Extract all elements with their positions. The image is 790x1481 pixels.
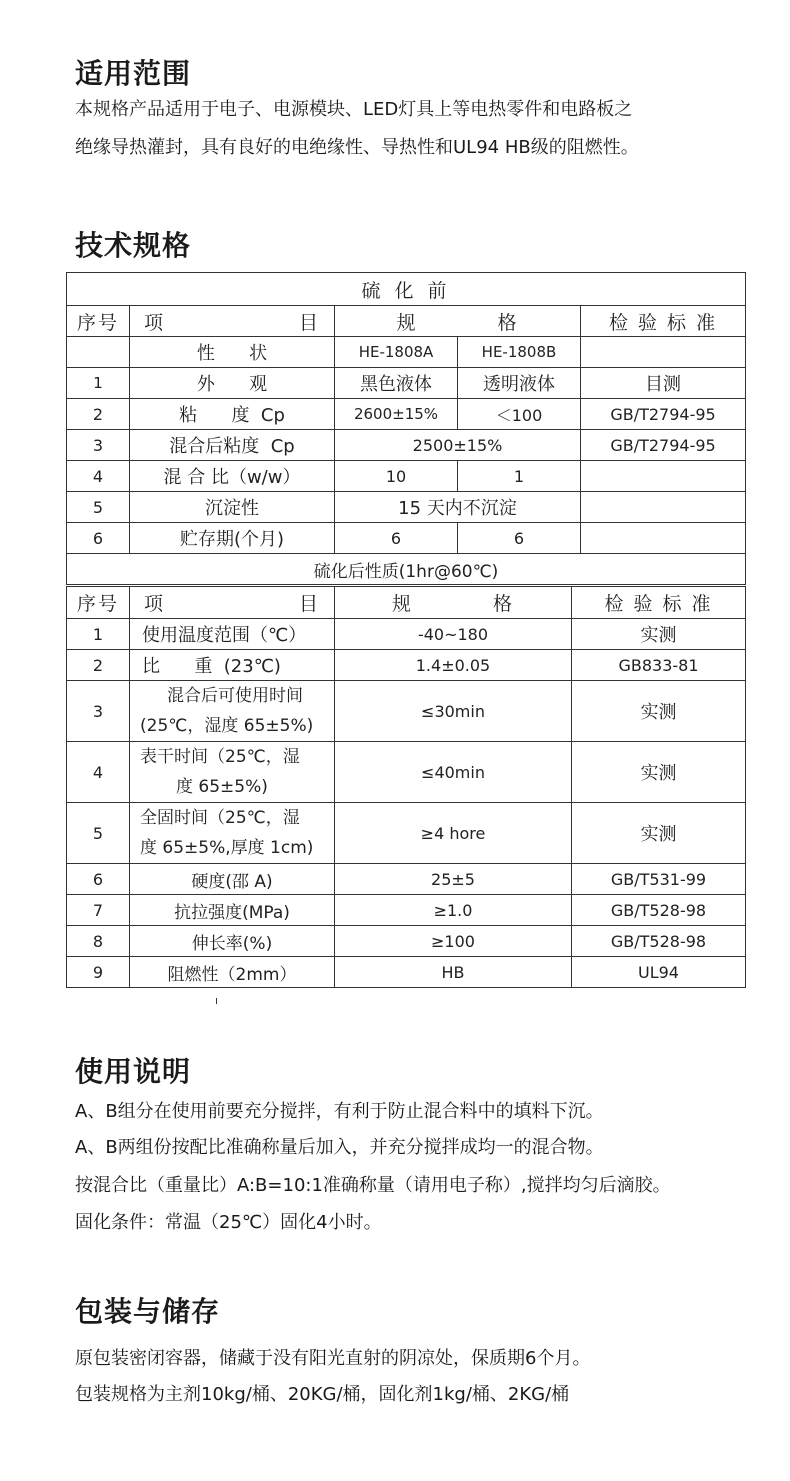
scope-title: 适用范围: [75, 57, 192, 90]
usage-line-3: 按混合比（重量比）A:B=10:1准确称量（请用电子称）,搅拌均匀后滴胶。: [75, 1175, 671, 1196]
scope-line-1: 本规格产品适用于电子、电源模块、LED灯具上等电热零件和电路板之: [75, 99, 633, 120]
storage-line-1: 原包装密闭容器，储藏于没有阳光直射的阴凉处，保质期6个月。: [75, 1348, 591, 1369]
table-row: 7 抗拉强度(MPa) ≥1.0 GB/T528-98: [67, 895, 746, 926]
spec-title: 技术规格: [75, 229, 192, 262]
usage-title: 使用说明: [75, 1055, 192, 1088]
table-row: 性 状 HE-1808A HE-1808B: [67, 337, 746, 368]
table-row: 5 沉淀性 15 天内不沉淀: [67, 492, 746, 523]
col-std-header: 检 验 标 准: [581, 306, 746, 337]
usage-line-4: 固化条件：常温（25℃）固化4小时。: [75, 1212, 382, 1233]
table-row: 1 外 观 黑色液体 透明液体 目测: [67, 368, 746, 399]
storage-line-2: 包装规格为主剂10kg/桶、20KG/桶，固化剂1kg/桶、2KG/桶: [75, 1384, 570, 1405]
table-row: 6 硬度(邵 A) 25±5 GB/T531-99: [67, 864, 746, 895]
table-row: 2 粘 度 Cp 2600±15% ＜100 GB/T2794-95: [67, 399, 746, 430]
table-row: 9 阻燃性（2mm） HB UL94: [67, 957, 746, 988]
after-title: 硫化后性质(1hr@60℃): [67, 554, 746, 585]
usage-line-1: A、B组分在使用前要充分搅拌，有利于防止混合料中的填料下沉。: [75, 1101, 604, 1122]
col-item-header: 项 目: [130, 306, 335, 337]
col-spec-header-2: 规 格: [335, 587, 572, 619]
usage-line-2: A、B两组份按配比准确称量后加入，并充分搅拌成均一的混合物。: [75, 1137, 604, 1158]
col-spec-header: 规 格: [335, 306, 581, 337]
table-row: 3 混合后可使用时间 (25℃，湿度 65±5%) ≤30min 实测: [67, 681, 746, 742]
storage-title: 包装与储存: [75, 1295, 221, 1328]
divider-tick: [216, 998, 217, 1004]
table-row: 6 贮存期(个月) 6 6: [67, 523, 746, 554]
table-row: 3 混合后粘度 Cp 2500±15% GB/T2794-95: [67, 430, 746, 461]
before-title: 硫 化 前: [67, 273, 746, 306]
col-no-header: 序号: [67, 306, 130, 337]
table-row: 2 比 重 (23℃) 1.4±0.05 GB833-81: [67, 650, 746, 681]
table-row: 4 表干时间（25℃，湿 度 65±5%) ≤40min 实测: [67, 742, 746, 803]
col-no-header-2: 序号: [67, 587, 130, 619]
table-row: 5 全固时间（25℃，湿 度 65±5%,厚度 1cm) ≥4 hore 实测: [67, 803, 746, 864]
col-item-header-2: 项 目: [130, 587, 335, 619]
col-std-header-2: 检 验 标 准: [572, 587, 746, 619]
table-row: 1 使用温度范围（℃） -40~180 实测: [67, 619, 746, 650]
spec-table-before: [66, 272, 746, 585]
scope-line-2: 绝缘导热灌封，具有良好的电绝缘性、导热性和UL94 HB级的阻燃性。: [75, 137, 639, 158]
table-row: 8 伸长率(%) ≥100 GB/T528-98: [67, 926, 746, 957]
table-row: 4 混 合 比（w/w） 10 1: [67, 461, 746, 492]
spec-table-after: [66, 586, 746, 988]
